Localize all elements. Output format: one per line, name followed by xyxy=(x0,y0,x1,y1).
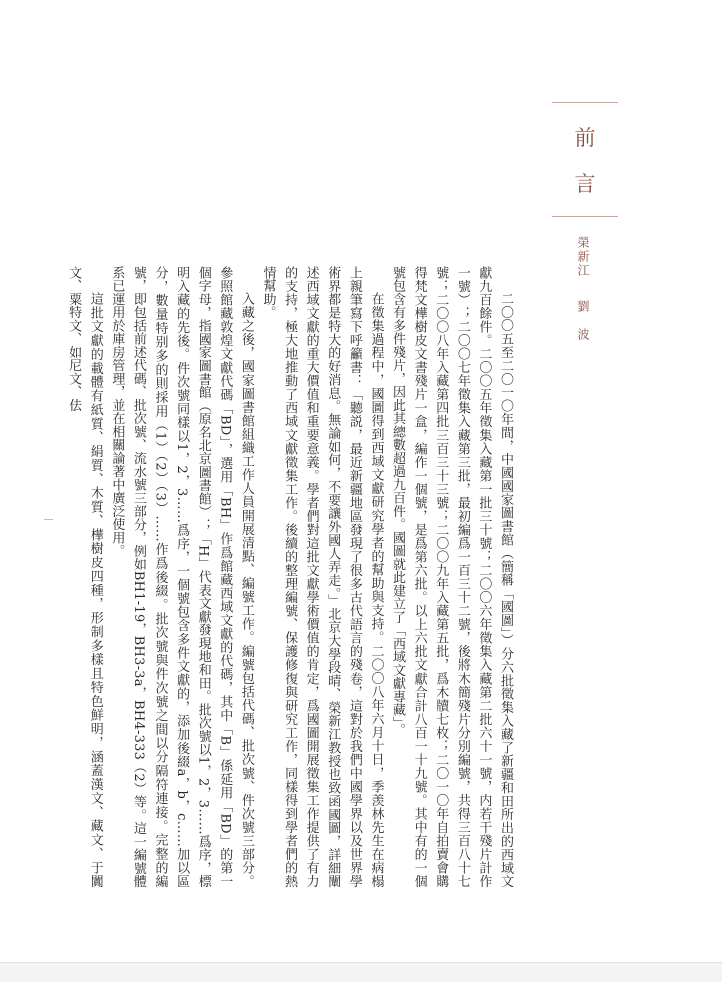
author-names xyxy=(576,236,590,342)
section-title-char-2: 言 xyxy=(574,172,596,196)
title-rule-bottom xyxy=(552,216,618,217)
paragraph-2: 在徵集過程中，國圖得到西域文獻研究學者的幫助與支持。二〇〇八年六月十日，季羡林先生在病榻上親筆寫下呼籲書：「聽説，最近新疆地區發現了很多古代語言的殘卷，這對於我們中國學界以及世界學術界都是特大的好消息。無論如何，不要讓外國人弄走。」北京大學段晴、榮新江教授也致函國圖，詳細闡述西域文獻的重大價值和重要意義。學者們對這批文獻學術價值的肯定，爲國圖開展徵集工作提供了有力的支持，極大地推動了西域文獻徵集工作。後續的整理編號、保護修復與研究工作，同樣得到學者們的熱情幫助。 xyxy=(260,266,384,888)
paragraph-1: 二〇〇五至二〇一〇年間，中國國家圖書館（簡稱「國圖」）分六批徵集入藏了新疆和田所出的西域文獻九百餘件。二〇〇五年徵集入藏第一批三十號；二〇〇六年徵集入藏第二批六十一號，内若干殘片計作一號）；二〇〇七年徵集入藏第三批，最初編爲一百三十二號，後將木簡殘片分別編號，共得三百八十七號；二〇〇八年入藏第四批三百三十三號；二〇〇九年入藏第五批，爲木牘七枚；二〇一〇年自拍賣會購得梵文樺樹皮文書殘片一盒，編作一個號，是爲第六批。以上六批文獻合計八百一十九號。其中有的一個號包含有多件殘片，因此其總數超過九百件。國圖就此建立了「西域文獻專藏」。 xyxy=(390,266,513,888)
body-text xyxy=(63,266,516,888)
section-title-char-1: 前 xyxy=(574,126,596,150)
paragraph-3: 入藏之後，國家圖書館組織工作人員開展清點、編號工作。編號包括代碼、批次號、件次號三部分。參照館藏敦煌文獻代碼「BD」，選用「BH」作爲館藏西域文獻的代碼，其中「B」係延用「BD」的第一個字母，指國家圖書館（原名北京圖書館）；「H」代表文獻發現地和田。批次號以1，2，3……爲序，標明入藏的先後。件次號同樣以1，2，3……爲序，一個號包含多件文獻的，添加後綴a，b，c……加以區分，數量特别多的則採用（1）（2）（3）……作爲後綴。批次號與件次號之間以分隔符連接。完整的編號，即包括前述代碼、批次號、流水號三部分，例如BH1-19，BH3-3a，BH4-333（2）等。這一編號體系已運用於庫房管理，並在相關論著中廣泛使用。 xyxy=(109,266,254,888)
author-name-2: 劉 波 xyxy=(576,300,590,342)
page-bottom-edge xyxy=(0,962,722,982)
title-rule-top xyxy=(552,102,618,103)
margin-mark xyxy=(44,519,53,520)
author-name-1: 榮新江 xyxy=(576,236,590,278)
paragraph-4: 這批文獻的載體有紙質、絹質、木質、樺樹皮四種，形制多樣且特色鮮明，涵蓋漢文、藏文、于闐文、粟特文、如尼文、佉 xyxy=(66,266,103,888)
